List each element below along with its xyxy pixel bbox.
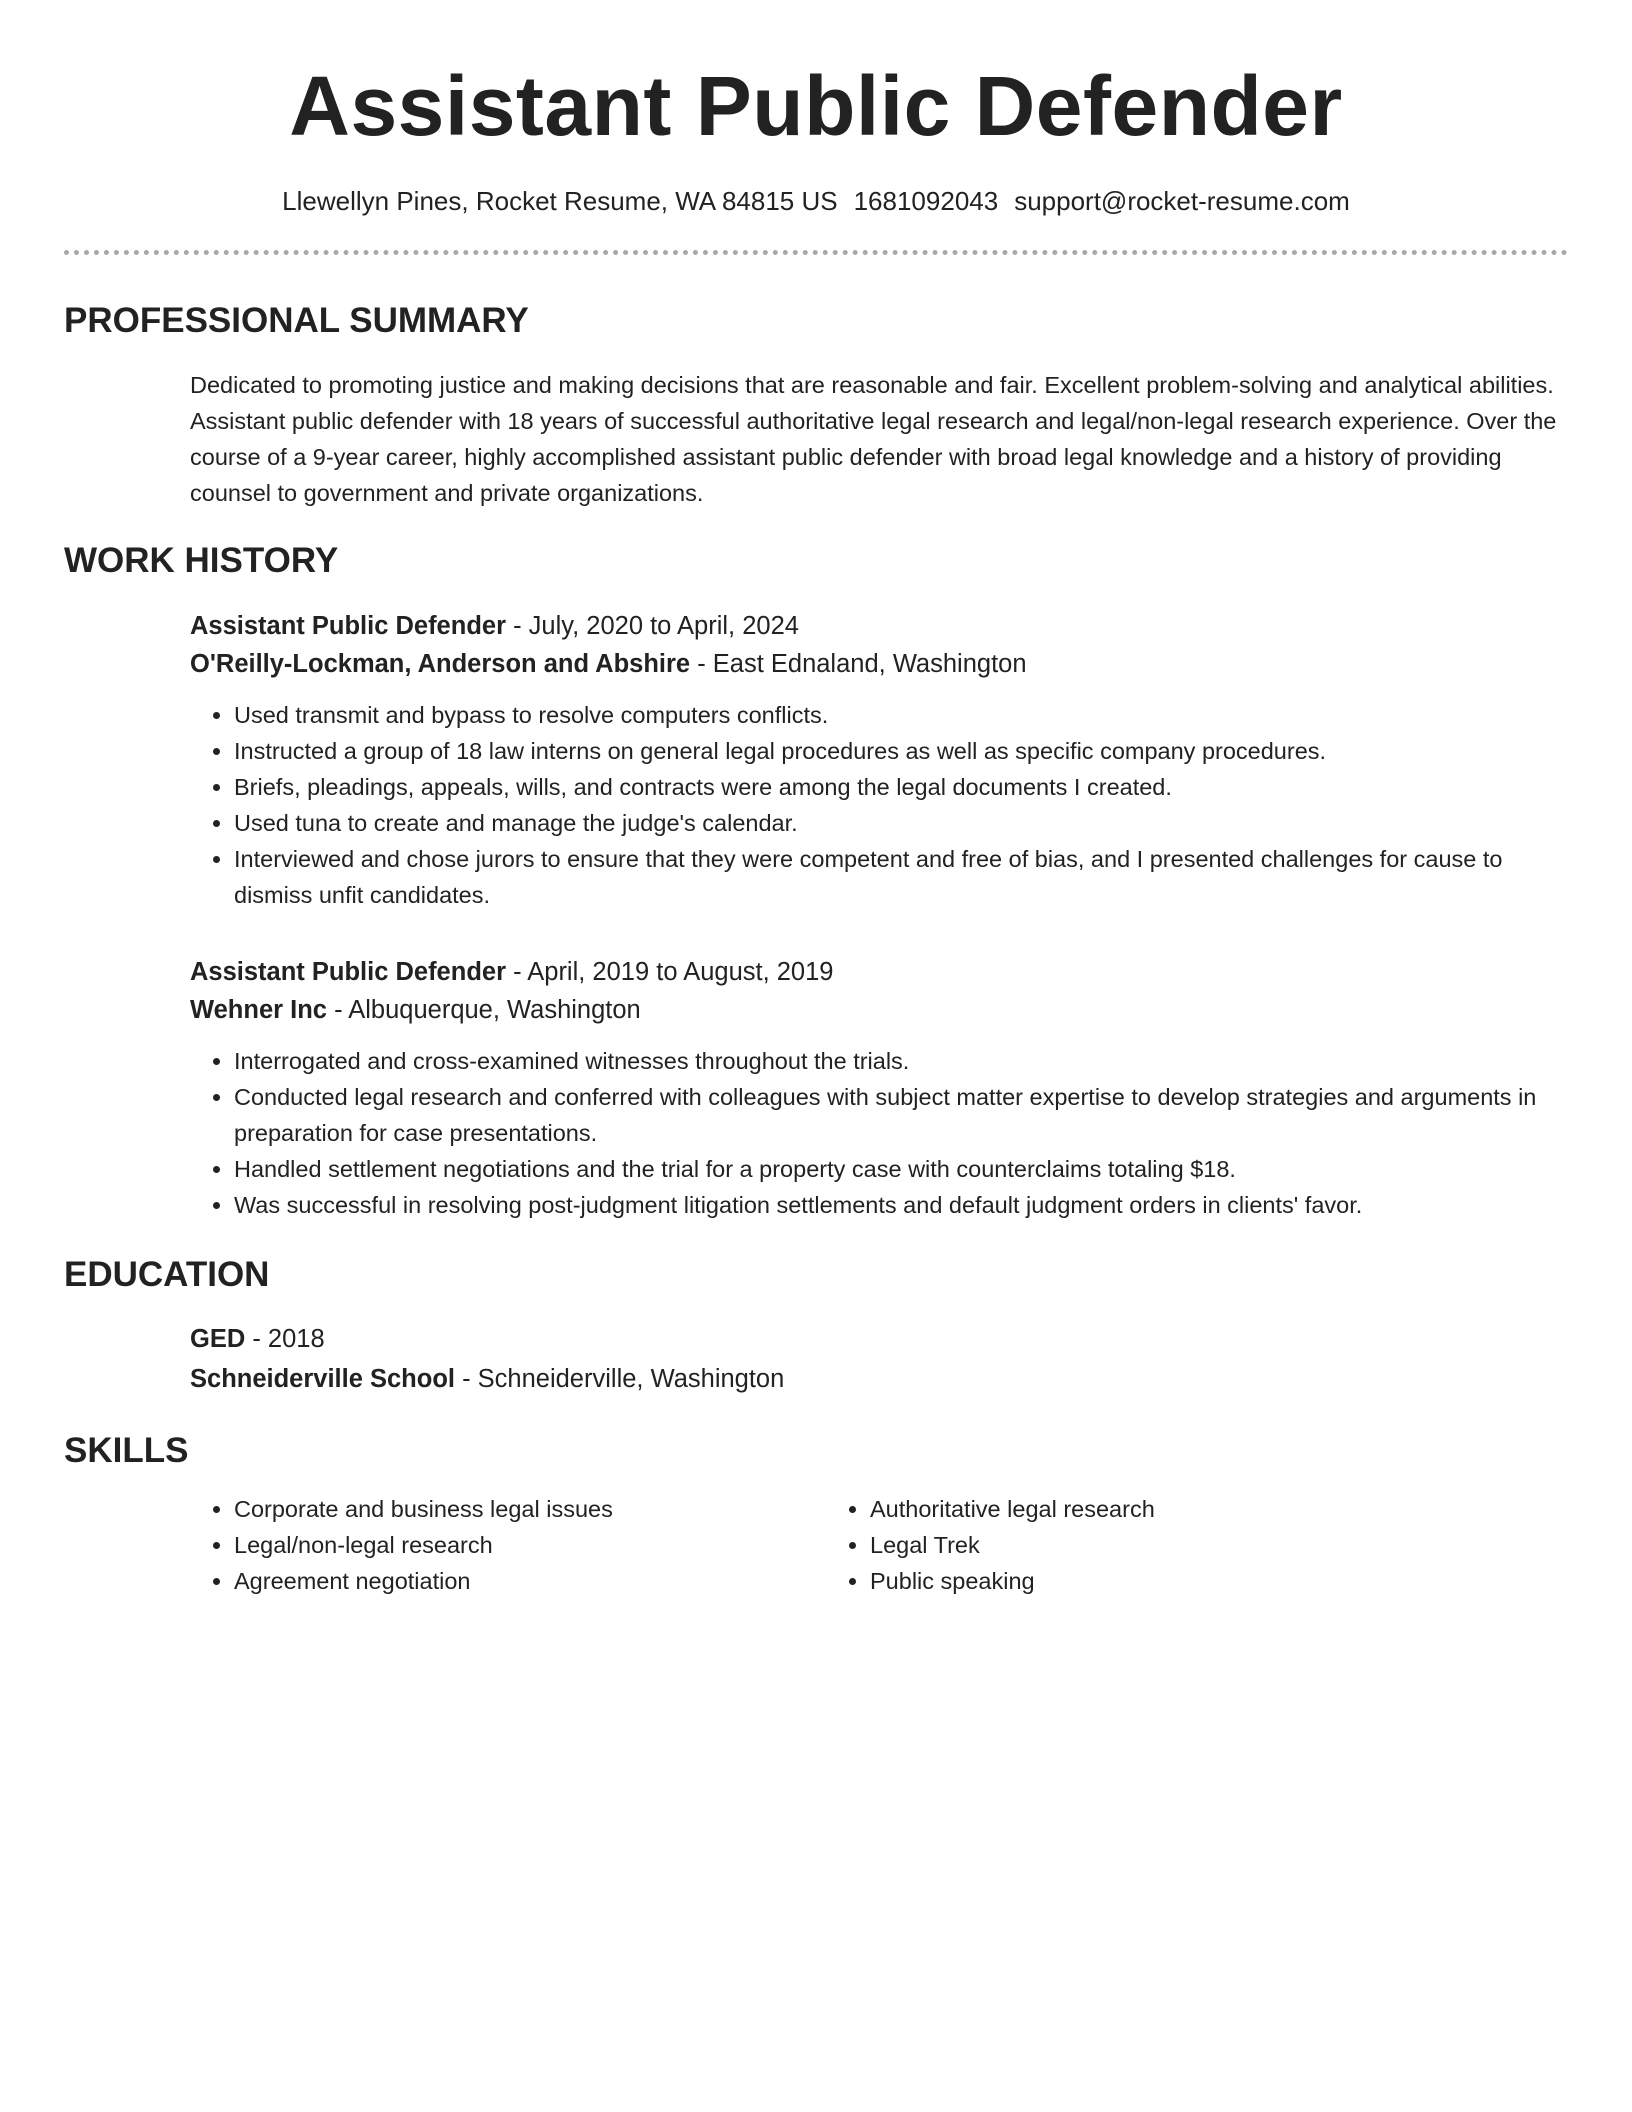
summary-heading: PROFESSIONAL SUMMARY [64,301,529,340]
job-role-line [190,607,1568,645]
job-entry [190,953,1568,1223]
education-degree: GED [190,1325,246,1353]
job-bullet: • Instructed a group of 18 law interns on general legal procedures as well as specific company procedures. [234,733,1568,769]
job-role: Assistant Public Defender [190,612,506,640]
summary-section [64,367,1568,511]
job-bullet: • Conducted legal research and conferred with colleagues with subject matter expertise to develop strategies and arguments in preparation for case presentations. [234,1079,1568,1151]
job-company-line [190,991,1568,1029]
header-divider [64,250,1568,255]
job-role: Assistant Public Defender [190,958,506,986]
education-degree-line [190,1319,1568,1359]
job-bullet: • Used tuna to create and manage the judge's calendar. [234,805,1568,841]
skills-grid [190,1491,1568,1599]
skills-heading: SKILLS [64,1431,189,1470]
job-bullet: • Briefs, pleadings, appeals, wills, and contracts were among the legal documents I created. [234,769,1568,805]
job-dates: - July, 2020 to April, 2024 [506,612,799,640]
work-history-heading: WORK HISTORY [64,541,339,580]
job-bullet: • Handled settlement negotiations and the trial for a property case with counterclaims totaling $18. [234,1151,1568,1187]
education-year: - 2018 [245,1325,325,1353]
education-section [64,1319,1568,1399]
skills-column-right [826,1491,1466,1599]
job-location: - Albuquerque, Washington [326,996,641,1024]
contact-email: support@rocket-resume.com [1014,186,1350,216]
contact-phone: 1681092043 [853,186,999,216]
skill-item: • Legal/non-legal research [234,1527,826,1563]
job-bullets [190,1043,1568,1223]
skill-item: • Public speaking [870,1563,1466,1599]
job-bullet: • Used transmit and bypass to resolve computers conflicts. [234,697,1568,733]
contact-line [64,184,1568,218]
skills-section [64,1491,1568,1599]
job-company: Wehner Inc [190,996,327,1024]
job-dates: - April, 2019 to August, 2019 [506,958,834,986]
skill-item: • Corporate and business legal issues [234,1491,826,1527]
job-location: - East Ednaland, Washington [690,650,1027,678]
job-bullet: • Interrogated and cross-examined witnesses throughout the trials. [234,1043,1568,1079]
resume-name: Assistant Public Defender [289,59,1343,153]
job-bullet: • Interviewed and chose jurors to ensure that they were competent and free of bias, and I presented challenges for cause to dismiss unfit candidates. [234,841,1568,913]
skills-column-left [190,1491,826,1599]
job-entry [190,607,1568,913]
work-history-section [64,607,1568,1223]
summary-text: Dedicated to promoting justice and making decisions that are reasonable and fair. Excellent problem-solving and analytical abilities. Assistant public defender with 18 years of successful authoritative legal research and legal/non-legal research experience. Over the course of a 9-year career, highly accomplished assistant public defender with broad legal knowledge and a history of providing counsel to government and private organizations. [190,372,1557,506]
education-location: - Schneiderville, Washington [455,1365,785,1393]
education-school: Schneiderville School [190,1365,455,1393]
contact-address: Llewellyn Pines, Rocket Resume, WA 84815 US [282,186,838,216]
job-company-line [190,645,1568,683]
skill-item: • Legal Trek [870,1527,1466,1563]
job-company: O'Reilly-Lockman, Anderson and Abshire [190,650,691,678]
job-bullet: • Was successful in resolving post-judgment litigation settlements and default judgment orders in clients' favor. [234,1187,1568,1223]
job-role-line [190,953,1568,991]
skill-item: • Agreement negotiation [234,1563,826,1599]
skill-item: • Authoritative legal research [870,1491,1466,1527]
job-bullets [190,697,1568,913]
education-school-line [190,1359,1568,1399]
education-heading: EDUCATION [64,1255,270,1294]
